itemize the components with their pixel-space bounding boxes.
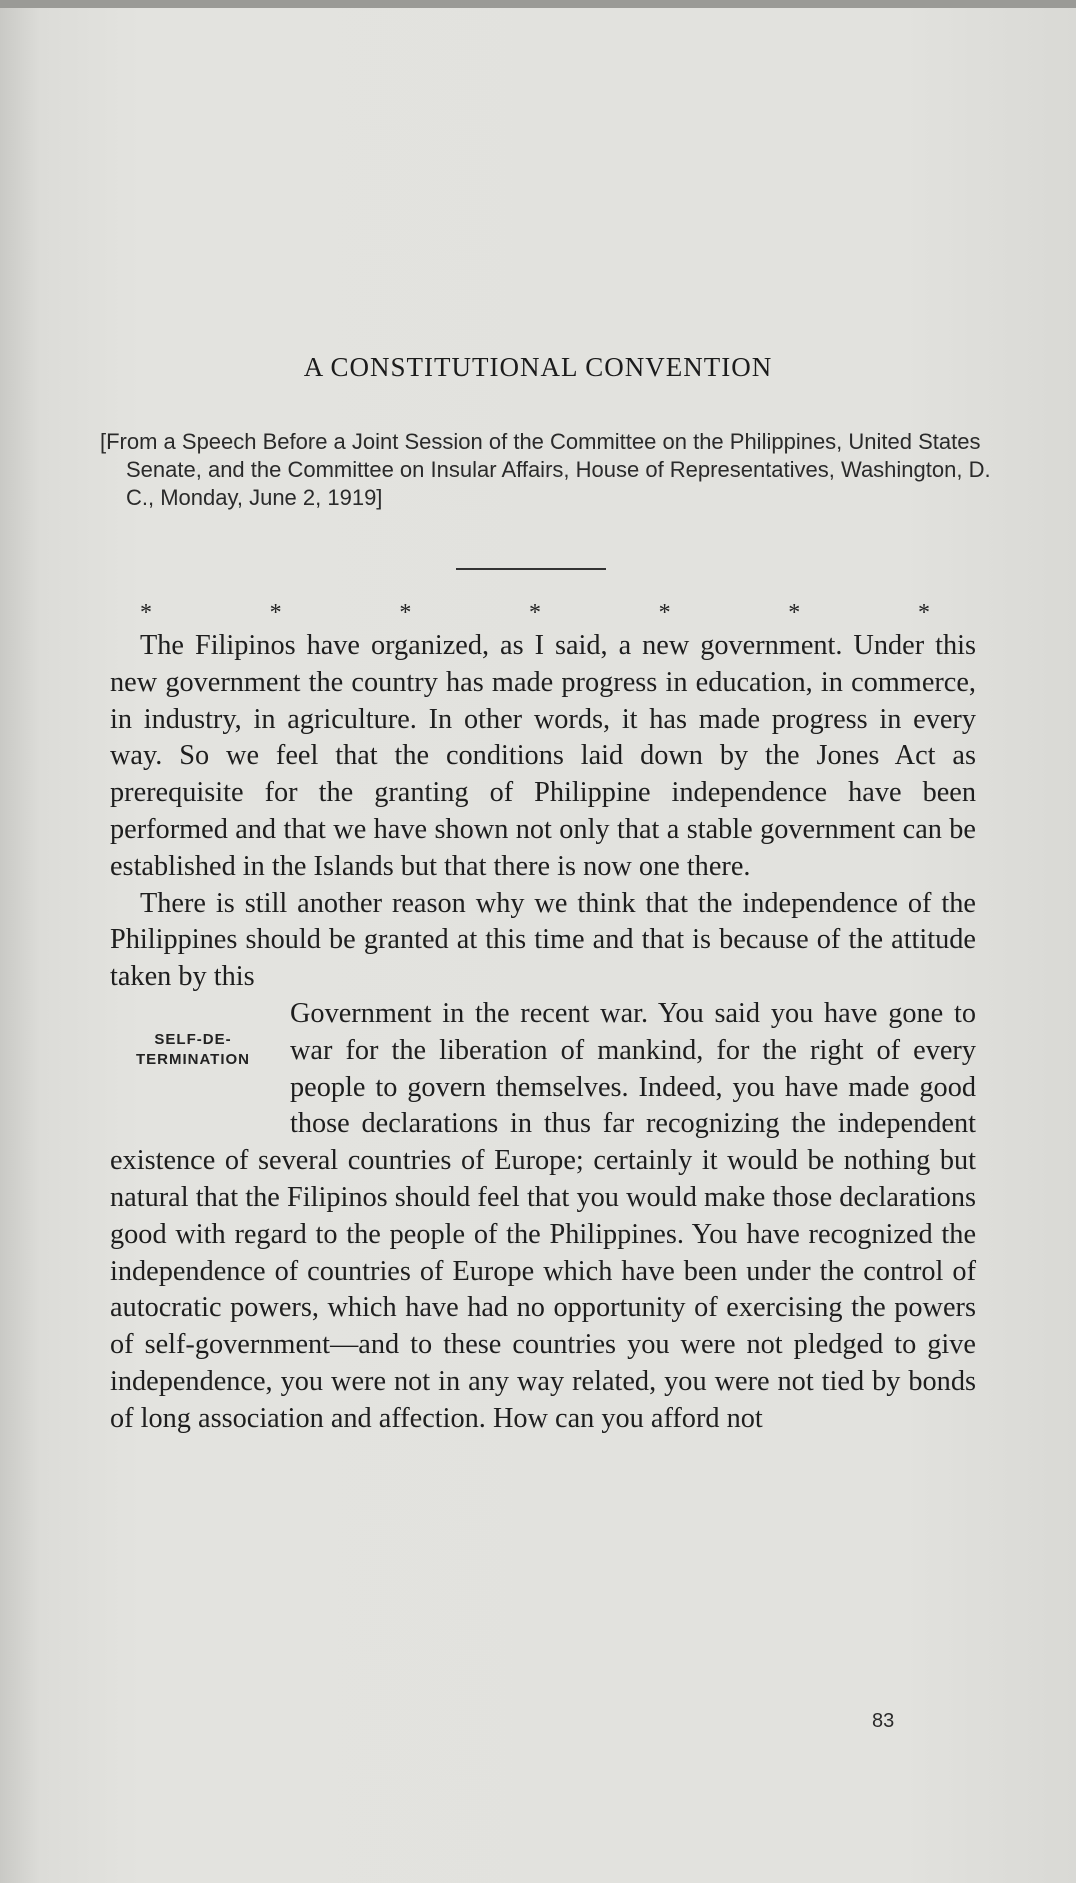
paragraph-2-lead: There is still another reason why we think that the independence of the Philippines should be granted at this time and that is because of the attitude taken by this	[110, 887, 976, 993]
asterisk: *	[140, 600, 152, 626]
asterisk: *	[528, 600, 541, 626]
asterisk: *	[399, 600, 412, 626]
source-note: [From a Speech Before a Joint Session of the Committee on the Philippines, United States Senate, and the Committee on Insular Affairs, House of Representatives, Washington, D. C., Monday, June 2, 1919]	[100, 429, 991, 510]
page-number: 83	[872, 1710, 895, 1732]
margin-note-self-determination: SELF-DE-TERMINATION	[135, 1030, 251, 1068]
paragraph-2-continued: Government in the recent war. You said you have gone to war for the liberation of mankind, for the right of every people to govern themselves. Indeed, you have made good those declarations in thus far recognizing the independent existence of several countries of Europe; certainly it would be nothing but natural that the Filipinos should feel that you would make those declarations good with regard to the people of the Philippines. You have recognized the independence of countries of Europe which have been under the control of autocratic powers, which have had no opportunity of exercising the powers of self-government—and to these countries you were not pledged to give independence, you were not in any way related, you were not tied by bonds of long association and affection. How can you afford not	[110, 997, 976, 1434]
title-divider	[456, 568, 606, 570]
asterisk: *	[917, 600, 930, 626]
chapter-title: A CONSTITUTIONAL CONVENTION	[303, 352, 773, 382]
paragraph-1: The Filipinos have organized, as I said, a new government. Under this new government the country has made progress in education, in commerce, in industry, in agriculture. In other words, it has made progress in every way. So we feel that the conditions laid down by the Jones Act as prerequisite for the granting of Philippine independence have been performed and that we have shown not only that a stable government can be established in the Islands but that there is now one there.	[110, 630, 976, 882]
asterisk: *	[269, 600, 282, 626]
asterisk: *	[788, 600, 801, 626]
asterisk: *	[658, 600, 671, 626]
body-text	[110, 628, 976, 1438]
omission-asterisks	[140, 600, 930, 627]
